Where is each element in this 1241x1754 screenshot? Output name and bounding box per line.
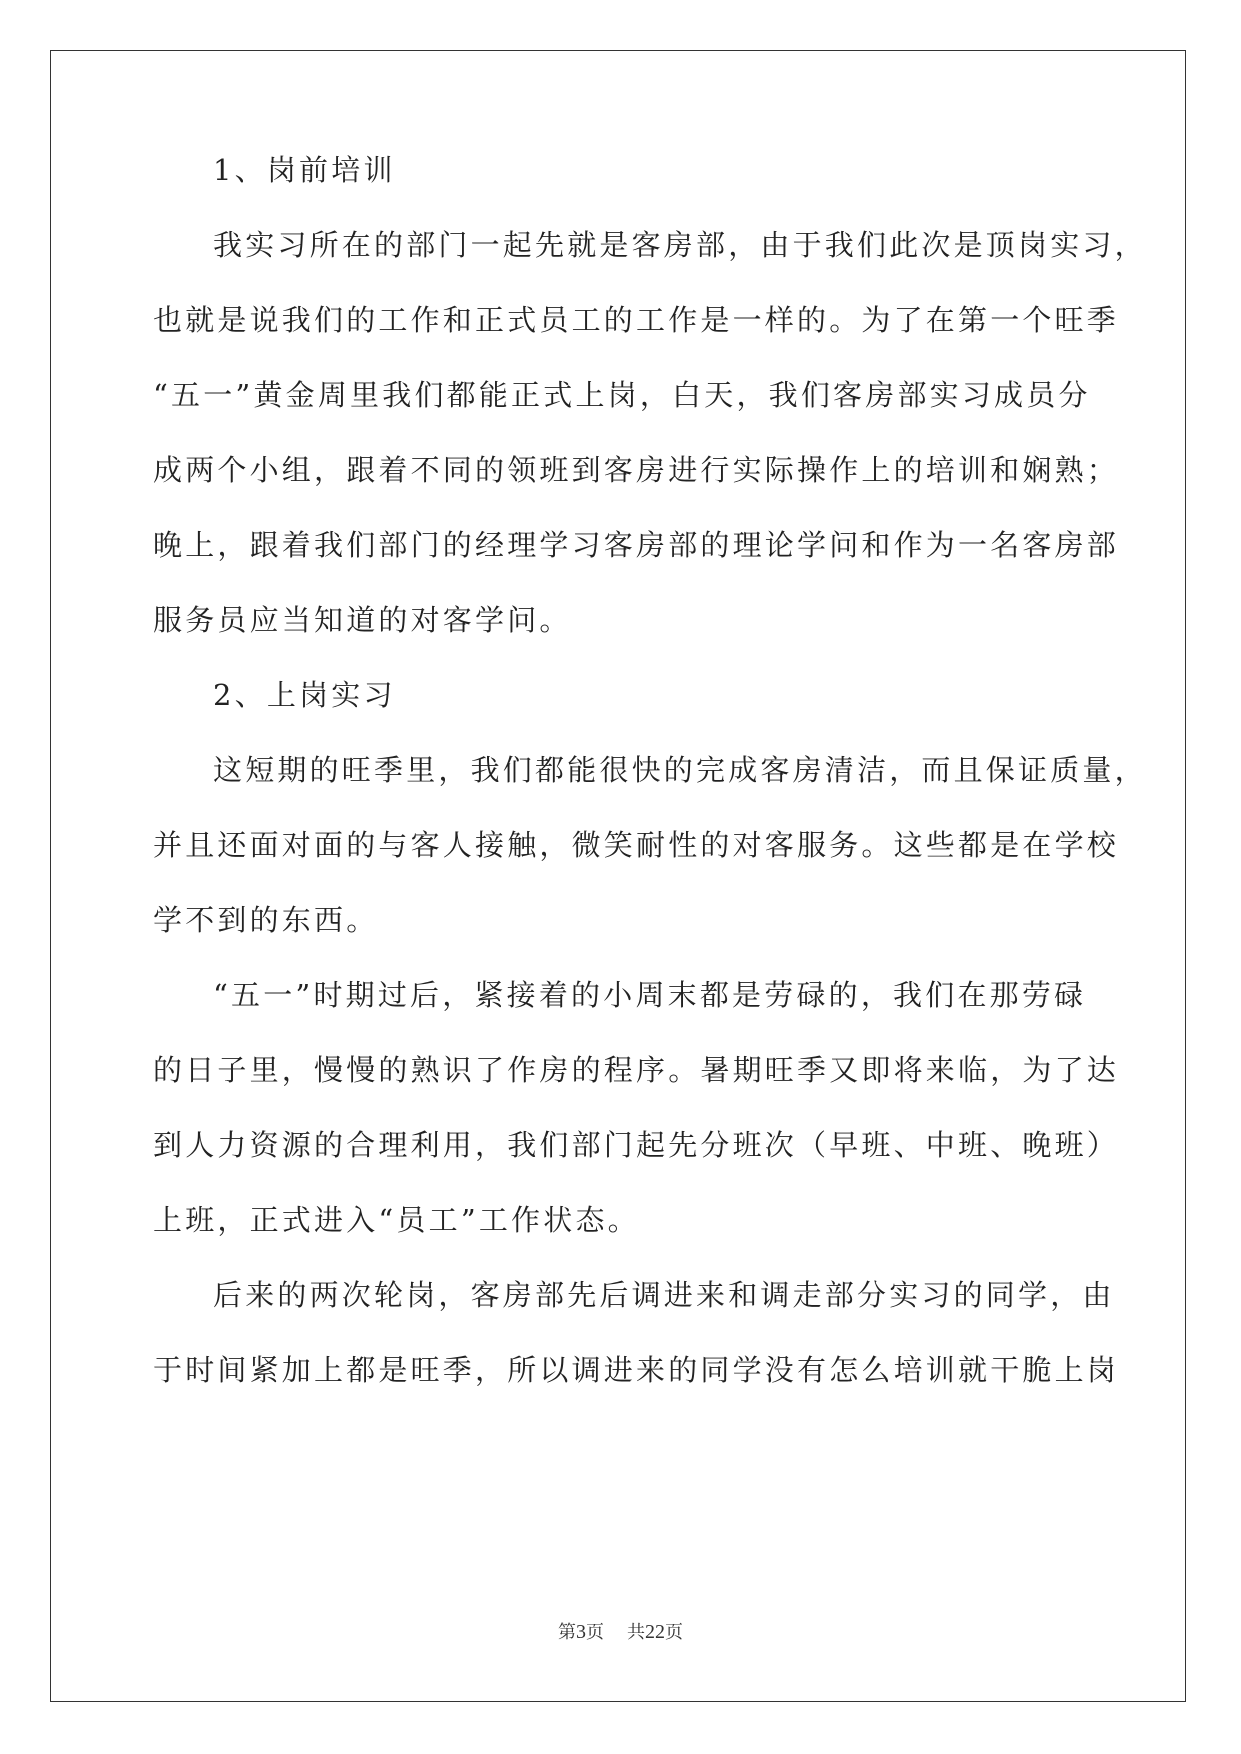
footer-page-suffix: 页 <box>586 1622 605 1643</box>
paragraph-line: 成两个小组，跟着不同的领班到客房进行实际操作上的培训和娴熟； <box>153 453 1120 487</box>
section-heading-1: 1、岗前培训 <box>213 153 396 187</box>
page-footer <box>0 1618 1241 1644</box>
footer-total-pages: 22 <box>644 1621 665 1643</box>
footer-total-suffix: 页 <box>664 1622 683 1643</box>
paragraph-line: 并且还面对面的与客人接触，微笑耐性的对客服务。这些都是在学校 <box>153 828 1120 862</box>
paragraph-line: 我实习所在的部门一起先就是客房部，由于我们此次是顶岗实习， <box>213 228 1147 262</box>
paragraph-line: “五一”黄金周里我们都能正式上岗，白天，我们客房部实习成员分 <box>153 378 1091 412</box>
paragraph-line: 的日子里，慢慢的熟识了作房的程序。暑期旺季又即将来临，为了达 <box>153 1053 1120 1087</box>
paragraph-line: 这短期的旺季里，我们都能很快的完成客房清洁，而且保证质量， <box>213 753 1147 787</box>
paragraph-line: 也就是说我们的工作和正式员工的工作是一样的。为了在第一个旺季 <box>153 303 1120 337</box>
paragraph-line: 上班，正式进入“员工”工作状态。 <box>153 1203 640 1237</box>
paragraph-line: 到人力资源的合理利用，我们部门起先分班次（早班、中班、晚班） <box>153 1128 1120 1162</box>
footer-page-number: 3 <box>576 1621 587 1643</box>
paragraph-line: 晚上，跟着我们部门的经理学习客房部的理论学问和作为一名客房部 <box>153 528 1120 562</box>
paragraph-line: 服务员应当知道的对客学问。 <box>153 603 572 637</box>
paragraph-line: 学不到的东西。 <box>153 903 379 937</box>
section-heading-2: 2、上岗实习 <box>213 678 396 712</box>
paragraph-line: 后来的两次轮岗，客房部先后调进来和调走部分实习的同学，由 <box>213 1278 1115 1312</box>
footer-page-prefix: 第 <box>558 1622 577 1643</box>
page-border <box>50 50 1186 1702</box>
paragraph-line: 于时间紧加上都是旺季，所以调进来的同学没有怎么培训就干脆上岗 <box>153 1353 1120 1387</box>
footer-total-prefix: 共 <box>626 1622 645 1643</box>
paragraph-line: “五一”时期过后，紧接着的小周末都是劳碌的，我们在那劳碌 <box>213 978 1087 1012</box>
